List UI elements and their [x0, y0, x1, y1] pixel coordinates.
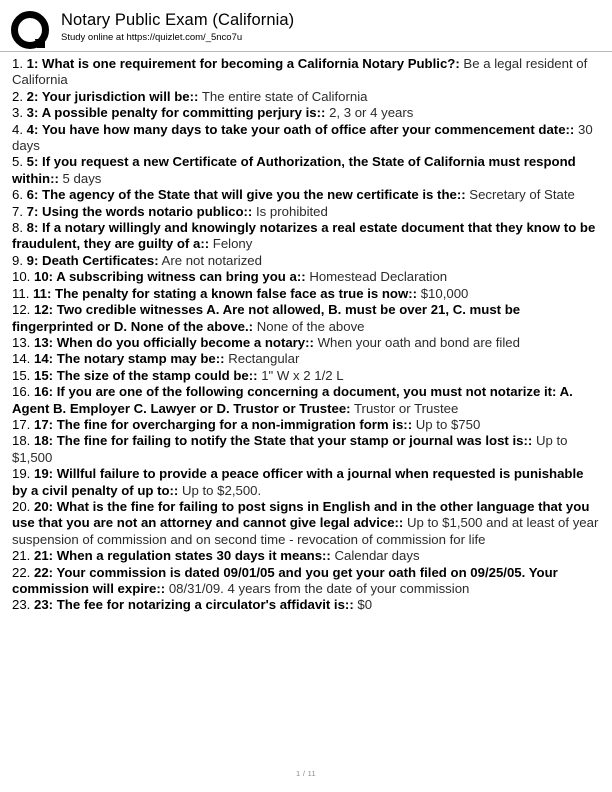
list-item-definition: Up to $1,500 and at least of year suspension of commission and on second time - revocation of commission for life — [12, 515, 599, 547]
page-indicator: 1 / 11 — [295, 769, 316, 778]
list-item-definition: The entire state of California — [201, 88, 368, 104]
page-title: Notary Public Exam (California) — [61, 11, 295, 29]
list-item-definition: 2, 3 or 4 years — [329, 105, 414, 121]
list-item-number: 16. — [12, 384, 31, 400]
list-item-number: 1. — [12, 56, 23, 71]
list-item-definition: 5 days — [62, 170, 102, 186]
list-item-term: 21: When a regulation states 30 days it means:: — [34, 548, 331, 564]
study-url-subtitle: Study online at https://quizlet.com/_5nco7u — [61, 32, 243, 43]
list-item-term: 18: The fine for failing to notify the State that your stamp or journal was lost is:: — [34, 433, 533, 449]
list-item — [12, 433, 602, 466]
list-item-term: 12: Two credible witnesses A. Are not allowed, B. must be over 21, C. must be fingerprinted or D. None of the above.: — [12, 302, 521, 334]
list-item-term: 20: What is the fine for failing to post signs in English and in the other language that you use that you are not an attorney and cannot give legal advice:: — [12, 498, 590, 531]
list-item-term: 1: What is one requirement for becoming a California Notary Public?: — [26, 56, 460, 71]
list-item-definition: When your oath and bond are filed — [317, 334, 520, 350]
list-item-definition: Is prohibited — [256, 203, 328, 219]
list-item-number: 9. — [12, 252, 23, 268]
list-item — [12, 548, 602, 564]
list-item-number: 14. — [12, 351, 31, 367]
list-item-number: 13. — [12, 334, 31, 350]
list-item-term: 3: A possible penalty for committing perjury is:: — [26, 105, 326, 121]
list-item-number: 4. — [12, 121, 23, 137]
list-item — [12, 220, 602, 253]
list-item-term: 7: Using the words notario publico:: — [26, 203, 253, 219]
list-item-term: 13: When do you officially become a notary:: — [34, 334, 314, 350]
list-item-definition: $0 — [357, 597, 373, 613]
list-item — [12, 565, 602, 598]
list-item — [12, 56, 602, 89]
list-item-number: 23. — [12, 597, 31, 613]
list-item-number: 21. — [12, 548, 31, 564]
list-item — [12, 597, 602, 613]
list-item-term: 2: Your jurisdiction will be:: — [26, 88, 199, 104]
list-item-definition: 1" W x 2 1/2 L — [261, 367, 344, 383]
list-item-definition: 08/31/09. 4 years from the date of your commission — [168, 581, 470, 596]
list-item-term: 4: You have how many days to take your oath of office after your commencement date:: — [26, 121, 575, 137]
list-item-term: 9: Death Certificates: — [26, 252, 159, 268]
list-item-definition: 30 days — [12, 121, 593, 154]
list-item-definition: Secretary of State — [469, 187, 575, 203]
list-item-number: 20. — [12, 498, 31, 514]
list-item — [12, 269, 602, 285]
list-item-definition: Up to $1,500 — [12, 433, 568, 465]
list-item-term: 15: The size of the stamp could be:: — [34, 367, 258, 383]
list-item-definition: None of the above — [256, 318, 365, 334]
list-item — [12, 253, 602, 269]
list-item — [12, 335, 602, 351]
list-item-definition: Rectangular — [228, 351, 300, 367]
list-item-number: 15. — [12, 367, 31, 383]
list-item-definition: Calendar days — [334, 548, 420, 564]
list-item-number: 3. — [12, 105, 23, 121]
list-item — [12, 351, 602, 367]
list-item-number: 7. — [12, 203, 23, 219]
list-item — [12, 187, 602, 203]
list-item-term: 23: The fee for notarizing a circulator's affidavit is:: — [34, 597, 354, 613]
list-item — [12, 499, 602, 548]
list-item-number: 6. — [12, 187, 23, 203]
quizlet-q-logo-icon — [11, 11, 53, 51]
list-item — [12, 417, 602, 433]
list-item-term: 8: If a notary willingly and knowingly notarizes a real estate document that they know to be fraudulent, they are guilty of a:: — [12, 220, 596, 252]
list-item — [12, 105, 602, 121]
list-item — [12, 384, 602, 417]
list-item-term: 17: The fine for overcharging for a non-immigration form is:: — [34, 416, 413, 432]
header-text-block — [53, 10, 294, 44]
list-item — [12, 89, 602, 105]
list-item — [12, 302, 602, 335]
term-definition-list — [0, 52, 612, 614]
list-item-definition: Homestead Declaration — [309, 269, 448, 285]
list-item-term: 19: Willful failure to provide a peace officer with a journal when requested is punishable by a civil penalty of up to:: — [12, 466, 584, 498]
list-item-definition: Up to $750 — [415, 416, 481, 432]
list-item-term: 11: The penalty for stating a known false face as true is now:: — [33, 285, 418, 301]
list-item-definition: Trustor or Trustee — [353, 400, 459, 416]
list-item — [12, 122, 602, 155]
list-item-definition: Felony — [212, 236, 253, 252]
list-item-number: 17. — [12, 416, 31, 432]
list-item — [12, 204, 602, 220]
list-item-term: 14: The notary stamp may be:: — [34, 351, 225, 367]
list-item-number: 8. — [12, 220, 23, 236]
list-item-number: 11. — [12, 285, 30, 301]
list-item-definition: $10,000 — [420, 285, 469, 301]
list-item-number: 2. — [12, 88, 23, 104]
list-item-definition: Be a legal resident of California — [12, 56, 588, 88]
list-item-number: 5. — [12, 154, 23, 170]
list-item-number: 18. — [12, 433, 31, 449]
list-item-term: 22: Your commission is dated 09/01/05 and you get your oath filed on 09/25/05. Your commission will expire:: — [12, 564, 558, 596]
list-item-term: 5: If you request a new Certificate of Authorization, the State of California must respond within:: — [12, 154, 576, 186]
list-item-number: 10. — [12, 269, 31, 285]
list-item-definition: Are not notarized — [161, 252, 262, 268]
page-footer — [0, 769, 612, 778]
list-item-number: 19. — [12, 466, 31, 482]
list-item-term: 16: If you are one of the following concerning a document, you must not notarize it: A. Agent B. Employer C. Lawyer or D. Trustor or Trustee: — [12, 384, 573, 416]
list-item — [12, 368, 602, 384]
list-item-definition: Up to $2,500. — [182, 482, 262, 498]
list-item-term: 10: A subscribing witness can bring you a:: — [34, 269, 306, 285]
list-item-number: 12. — [12, 302, 31, 318]
list-item-number: 22. — [12, 564, 31, 580]
list-item — [12, 466, 602, 499]
list-item-term: 6: The agency of the State that will give you the new certificate is the:: — [26, 187, 466, 203]
document-header — [0, 0, 612, 46]
list-item — [12, 286, 602, 302]
list-item — [12, 154, 602, 187]
